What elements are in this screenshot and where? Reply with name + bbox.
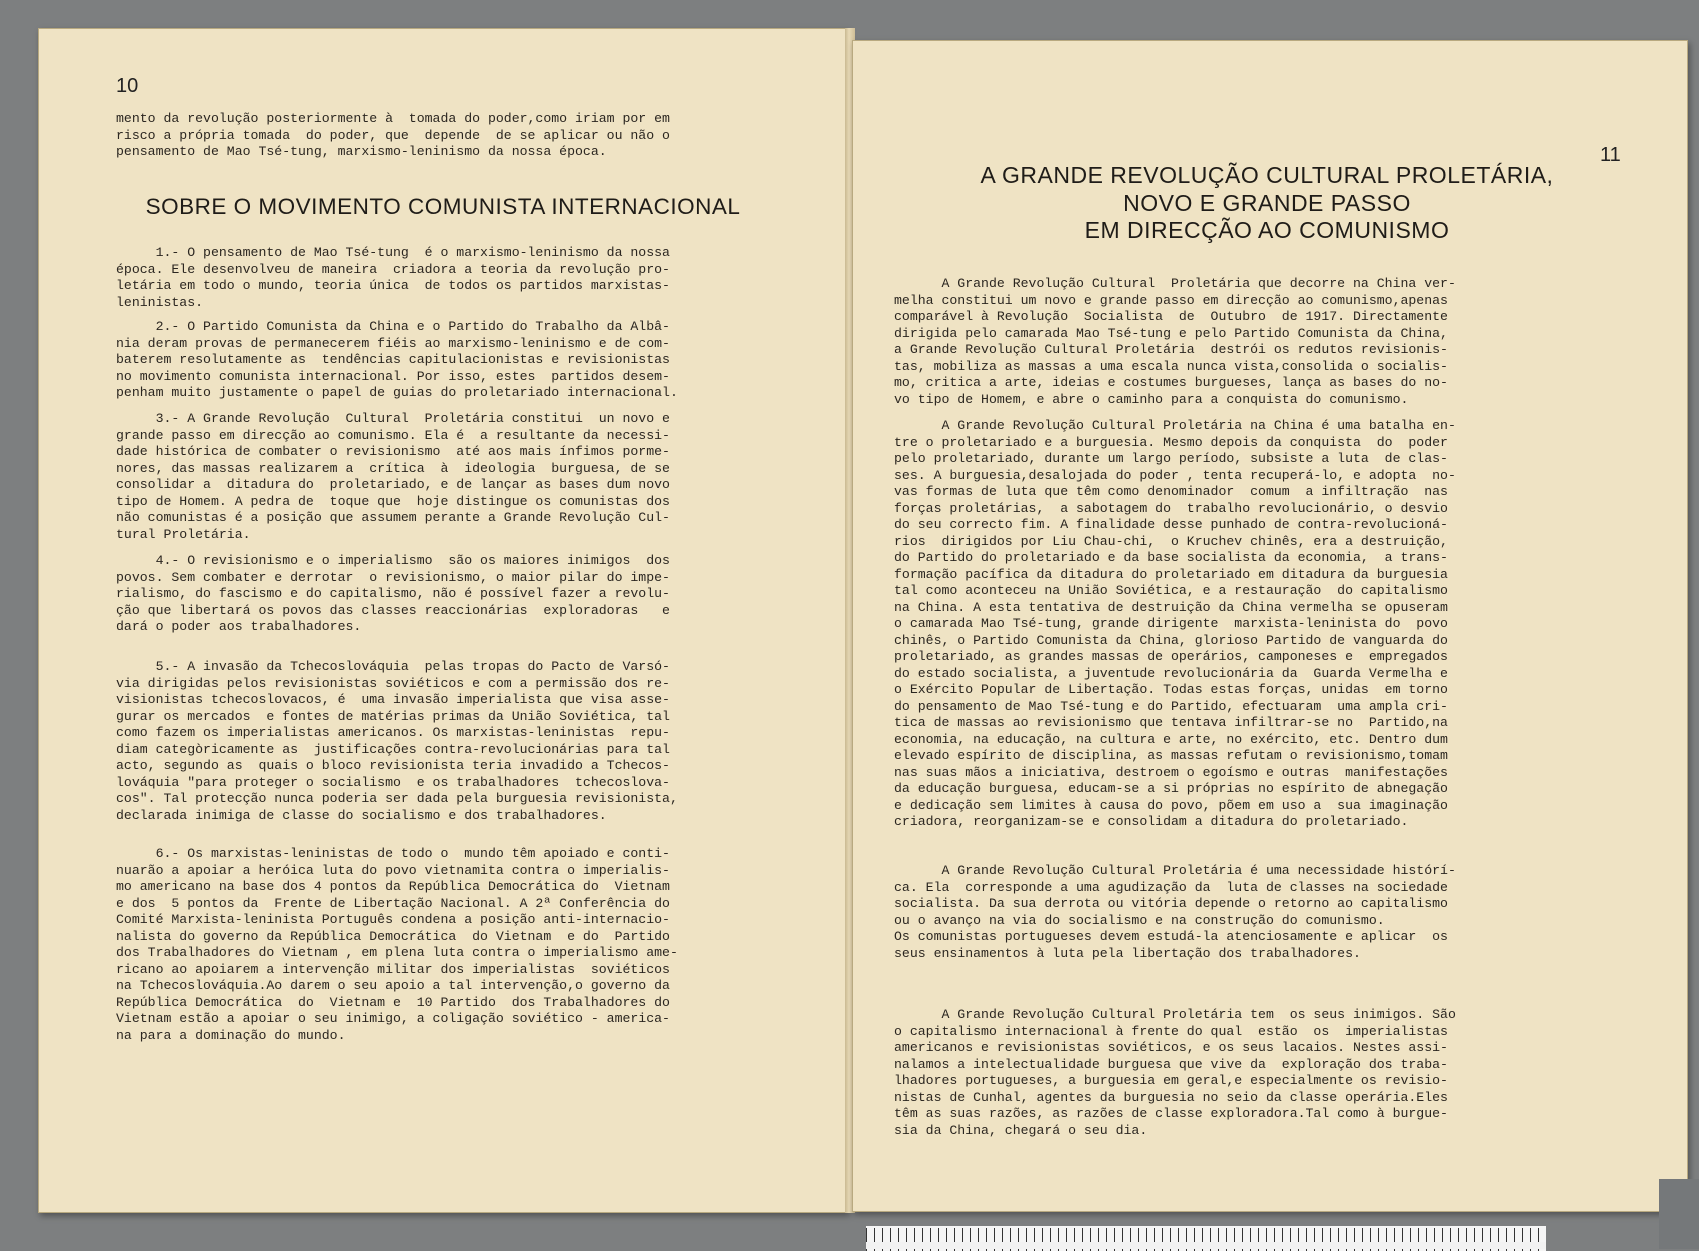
page-number-right: 11	[1600, 144, 1621, 166]
paragraph-2: 2.- O Partido Comunista da China e o Partido do Trabalho da Albâ- nia deram provas de permanecerem fiéis ao marxismo-leninismo e de com- baterem resolutamente as tendências capitulacionistas e revisionistas no movimento comunista internacional. Por isso, estes partidos desem- penham muito justamente o papel de guias do proletariado internacional.	[116, 319, 678, 400]
paragraph-3: A Grande Revolução Cultural Proletária é uma necessidade histórí- ca. Ela corresponde a uma agudização da luta de classes na sociedade socialista. Da sua derrota ou vitória depende o retorno ao capitalismo ou o avanço na via do socialismo e na construção do comunismo. Os comunistas portugueses devem estudá-la atenciosamente e aplicar os seus ensinamentos à luta pela libertação dos trabalhadores.	[894, 863, 1456, 961]
paragraph-4: A Grande Revolução Cultural Proletária tem os seus inimigos. São o capitalismo internacional à frente do qual estão os imperialistas americanos e revisionistas soviéticos, e os seus lacaios. Nestes assi- nalamos a intelectualidade burguesa que vive da exploração dos traba- lhadores portugueses, a burguesia em geral,e especialmente os revisio- nistas de Cunhal, agentes da burguesia no seio da classe operária.Eles têm as suas razões, as razões de classe exploradora.Tal como à burgue- sia da China, chegará o seu dia.	[894, 1007, 1456, 1138]
chapter-heading-line-3: EM DIRECÇÃO AO COMUNISMO	[1084, 217, 1450, 243]
scale-ruler-strip	[866, 1242, 1546, 1249]
paragraph-6: 6.- Os marxistas-leninistas de todo o mundo têm apoiado e conti- nuarão a apoiar a heróica luta do povo vietnamita contra o imperialis- mo americano na base dos 4 pontos da República Democrática do Vietnam e dos 5 pontos da Frente de Libertação Nacional. A 2ª Conferência do Comité Marxista-leninista Português condena a posição anti-internacio- nalista do governo da República Democrática do Vietnam e do Partido dos Trabalhadores do Vietnam , em plena luta contra o imperialismo ame- ricano ao apoiarem a intervenção militar dos imperialistas soviéticos na Tchecoslováquia.Ao darem o seu apoio a tal intervenção,o governo da República Democrática do Vietnam e 10 Partido dos Trabalhadores do Vietnam estão a apoiar o seu inimigo, a coligação soviético - america- na para a dominação do mundo.	[116, 846, 678, 1043]
background-corner	[1659, 1179, 1699, 1249]
paragraph-1: A Grande Revolução Cultural Proletária que decorre na China ver- melha constitui um novo e grande passo em direcção ao comunismo,apenas comparável à Revolução Socialista de Outubro de 1917. Directamente dirigida pelo camarada Mao Tsé-tung e pelo Partido Comunista da China, a Grande Revolução Cultural Proletária destrói os redutos revisionis- tas, mobiliza as massas a uma escala nunca vista,consolida o socialis- mo, critica a arte, ideias e costumes burgueses, lança as bases do no- vo tipo de Homem, e abre o caminho para a conquista do comunismo.	[894, 276, 1456, 407]
right-page	[852, 40, 1688, 1212]
paragraph-5: 5.- A invasão da Tchecoslováquia pelas tropas do Pacto de Varsó- via dirigidas pelos revisionistas soviéticos e com a permissão dos re- visionistas tchecoslovacos, é uma invasão imperialista que visa asse- gurar os mercados e fontes de matérias primas da União Soviética, tal como fazem os imperialistas americanos. Os marxistas-leninistas repu- diam categòricamente as justificações contra-revolucionárias para tal acto, segundo as quais o bloco revisionista teria invadido a Tchecos- lováquia "para proteger o socialismo e os trabalhadores tchecoslova- cos". Tal protecção nunca poderia ser dada pela burguesia revisionista, declarada inimiga de classe do socialismo e dos trabalhadores.	[116, 659, 678, 823]
paragraph-1: 1.- O pensamento de Mao Tsé-tung é o marxismo-leninismo da nossa época. Ele desenvolveu de maneira criadora a teoria da revolução pro- letária em todo o mundo, teoria única de todos os partidos marxistas- leninistas.	[116, 245, 670, 310]
left-page	[38, 28, 848, 1213]
intro-paragraph: mento da revolução posteriormente à tomada do poder,como iriam por em risco a própria tomada do poder, que depende de se aplicar ou não o pensamento de Mao Tsé-tung, marxismo-leninismo da nossa época.	[116, 111, 670, 159]
section-heading: SOBRE O MOVIMENTO COMUNISTA INTERNACIONAL	[145, 194, 741, 219]
page-number-left: 10	[116, 75, 139, 97]
chapter-heading-line-1: A GRANDE REVOLUÇÃO CULTURAL PROLETÁRIA,	[980, 162, 1554, 188]
chapter-heading-line-2: NOVO E GRANDE PASSO	[1123, 190, 1411, 216]
paragraph-2: A Grande Revolução Cultural Proletária na China é uma batalha en- tre o proletariado e a burguesia. Mesmo depois da conquista do poder pelo proletariado, durante um largo período, subsiste a luta de clas- ses. A burguesia,desalojada do poder , tenta recuperá-lo, e adopta no- vas formas de luta que têm como denominador comum a infiltração nas forças proletárias, a sabotagem do trabalho revolucionário, o desvio do seu correcto fim. A finalidade desse punhado de contra-revolucioná- rios dirigidos por Liu Chau-chi, o Kruchev chinês, era a destruição, do Partido do proletariado e da base socialista da economia, a trans- formação pacífica da ditadura do proletariado em ditadura da burguesia tal como aconteceu na União Soviética, e a restauração do capitalismo na China. A esta tentativa de destruição da China vermelha se opuseram o camarada Mao Tsé-tung, grande dirigente marxista-leninista do povo chinês, o Partido Comunista da China, glorioso Partido de vanguarda do proletariado, as grandes massas de operários, camponeses e empregados do estado socialista, a juventude revolucionária da Guarda Vermelha e o Exército Popular de Libertação. Todas estas forças, unidas em torno do pensamento de Mao Tsé-tung e do Partido, efectuaram uma ampla cri- tica de massas ao revisionismo que tentava infiltrar-se no Partido,na economia, na educação, na cultura e arte, no exército, etc. Dentro dum elevado espírito de disciplina, as massas refutam o revisionismo,tomam nas suas mãos a iniciativa, destroem o egoísmo e outras manifestações da educação burguesa, educam-se a si próprias no espírito de abnegação e dedicação sem limites à causa do povo, põem em uso a sua imaginação criadora, reorganizam-se e consolidam a ditadura do proletariado.	[894, 418, 1456, 829]
paragraph-4: 4.- O revisionismo e o imperialismo são os maiores inimigos dos povos. Sem combater e derrotar o revisionismo, o maior pilar do impe- rialismo, do fascismo e do capitalismo, não é possível fazer a revolu- ção que libertará os povos das classes reaccionárias exploradoras e dará o poder aos trabalhadores.	[116, 553, 670, 634]
paragraph-3: 3.- A Grande Revolução Cultural Proletária constitui un novo e grande passo em direcção ao comunismo. Ela é a resultante da necessi- dade histórica de combater o revisionismo até aos mais ínfimos porme- nores, das massas realizarem a crítica à ideologia burguesa, de se consolidar a ditadura do proletariado, e de lançar as bases dum novo tipo de Homem. A pedra de toque que hoje distingue os comunistas dos não comunistas é a posição que assumem perante a Grande Revolução Cul- tural Proletária.	[116, 411, 670, 542]
